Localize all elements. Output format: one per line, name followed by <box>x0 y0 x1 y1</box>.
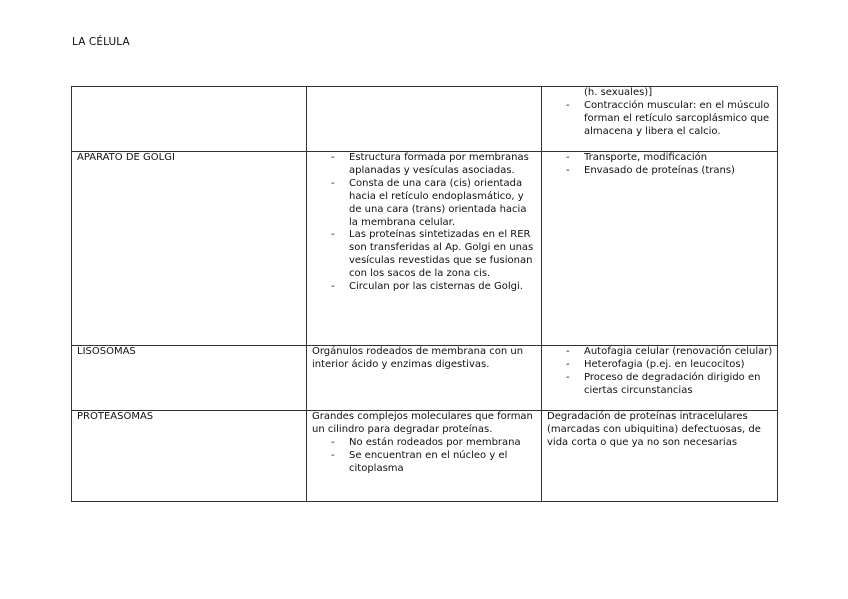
structure-cell <box>307 152 542 346</box>
organelle-name-cell: PROTEASOMAS <box>72 411 307 502</box>
structure-text: Grandes complejos moleculares que forman un cilindro para degradar proteínas. <box>312 411 533 435</box>
list-item: - Contracción muscular: en el músculo forman el retículo sarcoplásmico que almacena y libera el calcio. <box>547 100 773 139</box>
structure-cell <box>307 346 542 411</box>
structure-list <box>312 437 537 476</box>
list-item: - Se encuentran en el núcleo y el citoplasma <box>312 450 537 476</box>
function-cell <box>542 87 778 152</box>
list-item: - Envasado de proteínas (trans) <box>547 165 773 178</box>
list-item: - Proceso de degradación dirigido en ciertas circunstancias <box>547 372 773 398</box>
page-title: LA CÉLULA <box>72 36 130 48</box>
function-list <box>547 100 773 139</box>
function-cell <box>542 411 778 502</box>
structure-text: Orgánulos rodeados de membrana con un interior ácido y enzimas digestivas. <box>312 346 524 370</box>
organelle-name-cell: APARATO DE GOLGI <box>72 152 307 346</box>
function-text: Degradación de proteínas intracelulares (marcadas con ubiquitina) defectuosas, de vida corta o que ya no son necesarias <box>547 411 761 448</box>
structure-list <box>312 152 537 294</box>
list-item: - Heterofagia (p.ej. en leucocitos) <box>547 359 773 372</box>
structure-cell <box>307 411 542 502</box>
structure-cell <box>307 87 542 152</box>
table-row <box>72 411 778 502</box>
function-cell <box>542 152 778 346</box>
list-item: - Circulan por las cisternas de Golgi. <box>312 281 537 294</box>
list-item: - Autofagia celular (renovación celular) <box>547 346 773 359</box>
continuation-text: (h. sexuales)] <box>584 87 653 98</box>
organelle-name-cell: LISOSOMAS <box>72 346 307 411</box>
list-item: - Transporte, modificación <box>547 152 773 165</box>
function-list <box>547 152 773 178</box>
organelle-table <box>71 86 778 502</box>
list-item: - Las proteínas sintetizadas en el RER son transferidas al Ap. Golgi en unas vesículas revestidas que se fusionan con los sacos de la zona cis. <box>312 229 537 281</box>
function-cell <box>542 346 778 411</box>
organelle-name-cell <box>72 87 307 152</box>
function-list <box>547 346 773 398</box>
list-item: - Estructura formada por membranas aplanadas y vesículas asociadas. <box>312 152 537 178</box>
table-row <box>72 87 778 152</box>
list-item: - Consta de una cara (cis) orientada hacia el retículo endoplasmático, y de una cara (trans) orientada hacia la membrana celular. <box>312 178 537 230</box>
list-item: - No están rodeados por membrana <box>312 437 537 450</box>
table-row <box>72 152 778 346</box>
table-row <box>72 346 778 411</box>
